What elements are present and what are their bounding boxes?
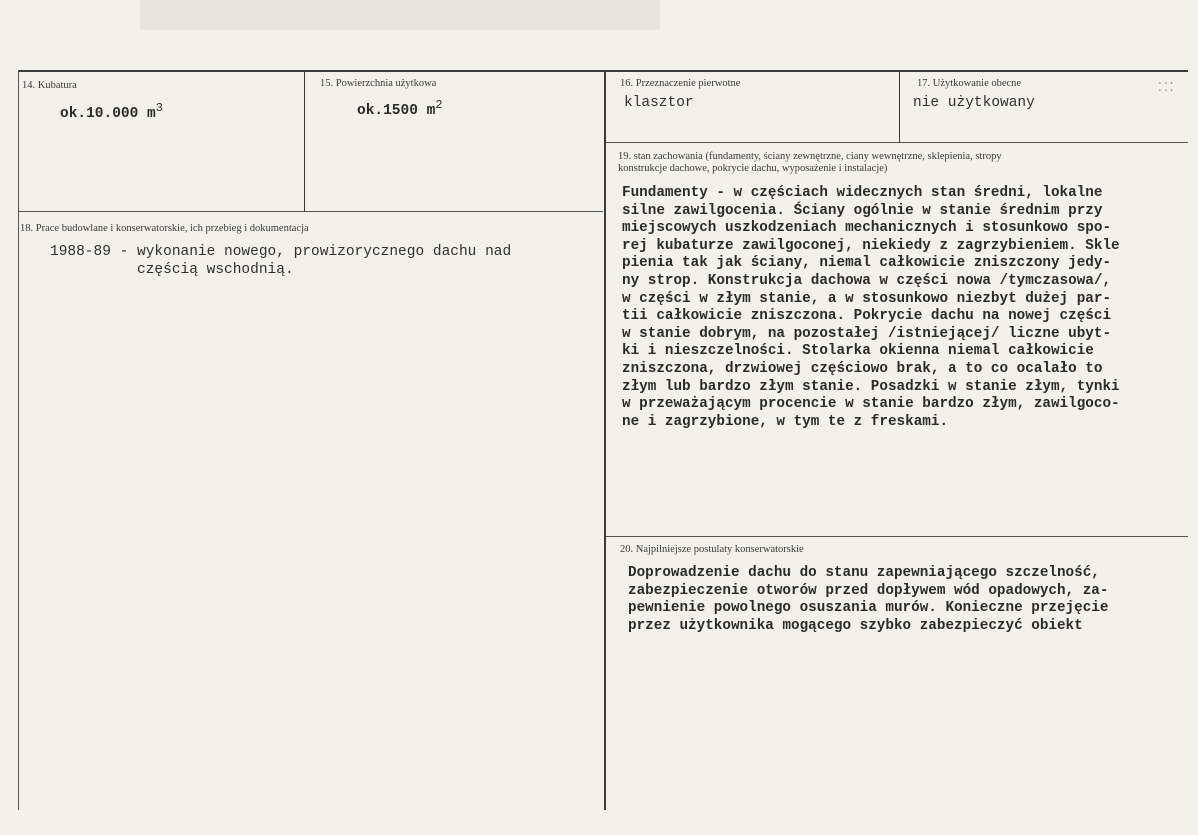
field-16-value: klasztor — [624, 95, 694, 111]
field-19-value: Fundamenty - w częściach widecznych stan średni, lokalne silne zawilgocenia. Ściany ogólnie w stanie średnim przy miejscowych uszkodzeniach mechanicznych i stosunkowo spo- rej kubaturze zawilgoconej, niekiedy z zagrzybieniem. Skle pienia tak jak ściany, niemal całkowicie zniszczony jedy- ny strop. Konstrukcja dachowa w części nowa /tymczasowa/, w części w złym stanie, a w stosunkowo niezbyt dużej par- tii całkowicie zniszczona. Pokrycie dachu na nowej części w stanie dobrym, na pozostałej /istniejącej/ liczne ubyt- ki i nieszczelności. Stolarka okienna niemal całkowicie zniszczona, drzwiowej częściowo brak, a to co ocalało to złym lub bardzo złym stanie. Posadzki w stanie złym, tynki w przeważającym procencie w stanie bardzo złym, zawilgoco- ne i zagrzybione, w tym te z freskami. — [622, 185, 1120, 430]
left-mid-rule — [18, 211, 603, 212]
left-border — [18, 70, 19, 810]
margin-mark: ⁚⁚⁚ — [1158, 80, 1176, 94]
field-15-label: 15. Powierzchnia użytkowa — [320, 78, 437, 89]
field-14-value: ok.10.000 $m^3$ — [60, 101, 163, 122]
divider-14-15 — [304, 70, 305, 212]
top-rule — [18, 70, 1188, 72]
divider-16-17 — [899, 70, 900, 142]
field-18-label: 18. Prace budowlane i konserwatorskie, ich przebieg i dokumentacja — [20, 223, 309, 234]
field-20-label: 20. Najpilniejsze postulaty konserwatorskie — [620, 544, 804, 555]
field-16-label: 16. Przeznaczenie pierwotne — [620, 78, 741, 89]
field-18-value: 1988-89 - wykonanie nowego, prowizorycznego dachu nad częścią wschodnią. — [50, 244, 512, 278]
faint-bleed-through — [140, 0, 660, 30]
field-19-label: 19. stan zachowania (fundamenty, ściany zewnętrzne, ciany wewnętrzne, sklepienia, stropy konstrukcje dachowe, pokrycie dachu, wyposażenie i instalacje) — [618, 151, 1002, 174]
right-lower-rule — [606, 536, 1188, 537]
field-17-value: nie użytkowany — [913, 95, 1035, 111]
field-14-label: 14. Kubatura — [22, 80, 77, 91]
right-upper-rule — [606, 142, 1188, 143]
center-divider — [604, 70, 606, 810]
field-15-value: ok.1500 $m^2$ — [357, 98, 443, 119]
field-17-label: 17. Użytkowanie obecne — [917, 78, 1022, 89]
field-20-value: Doprowadzenie dachu do stanu zapewniającego szczelność, zabezpieczenie otworów przed dopływem wód opadowych, za- pewnienie powolnego osuszania murów. Konieczne przejęcie przez użytkownika mogącego szybko zabezpieczyć obiekt — [628, 565, 1109, 634]
